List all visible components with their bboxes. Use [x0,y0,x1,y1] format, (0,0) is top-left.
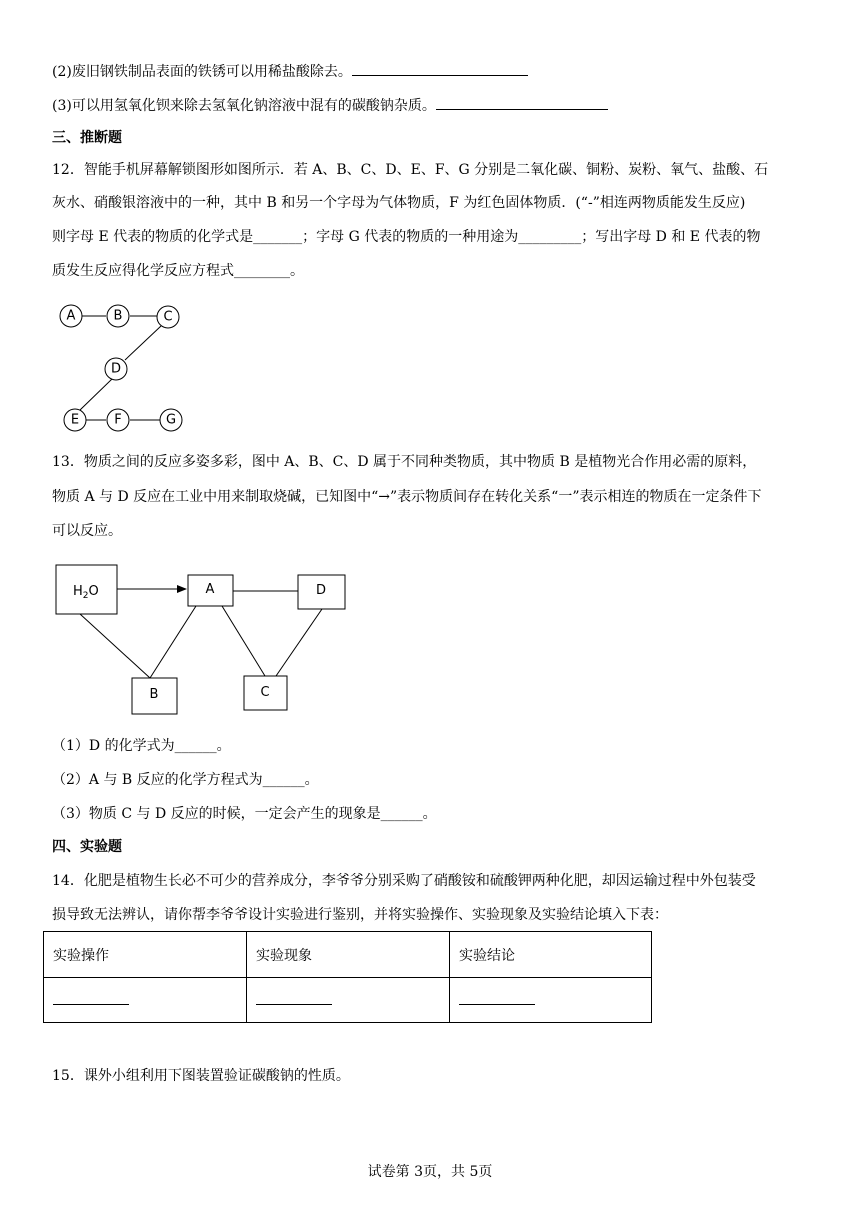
question-13-sub-3: （3）物质 C 与 D 反应的时候，一定会产生的现象是______。 [52,806,437,822]
answer-blank [436,95,608,110]
box-d-label: D [315,583,327,598]
node-a: A [66,308,76,324]
reaction-relation-diagram [0,560,360,720]
question-12-line-2: 灰水、硝酸银溶液中的一种，其中 B 和另一个字母为气体物质，F 为红色固体物质．(“-”相连两物质能发生反应) [52,195,746,211]
answer-cell-conclusion [450,978,652,1023]
question-3-line [52,95,608,116]
question-2-text: (2)废旧钢铁制品表面的铁锈可以用稀盐酸除去。 [52,64,352,80]
page-footer: 试卷第 3页，共 5页 [367,1164,493,1180]
table-header-row [44,932,652,978]
answer-blank [459,992,535,1005]
node-d: D [110,361,122,377]
question-14-line-1: 14．化肥是植物生长必不可少的营养成分，李爷爷分别采购了硝酸铵和硫酸钾两种化肥，却因运输过程中外包装受 [52,873,756,889]
answer-blank [53,992,129,1005]
header-conclusion: 实验结论 [450,932,652,978]
node-c: C [163,309,173,325]
section-4-title: 四、实验题 [52,839,122,855]
question-15-line-1: 15．课外小组利用下图装置验证碳酸钠的性质。 [52,1068,350,1084]
node-g: G [165,412,177,428]
question-13-line-1: 13．物质之间的反应多姿多彩，图中 A、B、C、D 属于不同种类物质，其中物质 B 是植物光合作用必需的原料， [52,454,757,470]
question-13-sub-2: （2）A 与 B 反应的化学方程式为______。 [52,772,319,788]
experiment-table [43,931,652,1023]
answer-cell-operation [44,978,247,1023]
node-e: E [70,412,80,428]
unlock-pattern-diagram [50,300,200,435]
question-13-line-3: 可以反应。 [52,523,122,539]
question-3-text: (3)可以用氢氧化钡来除去氢氧化钠溶液中混有的碳酸钠杂质。 [52,98,436,114]
table-row [44,978,652,1023]
header-phenomenon: 实验现象 [247,932,450,978]
h2o-label: $H_2O$ [73,584,99,601]
node-b: B [113,308,123,324]
answer-blank [352,61,528,76]
answer-blank [256,992,332,1005]
answer-cell-phenomenon [247,978,450,1023]
box-b-label: B [149,687,159,702]
node-f: F [114,412,122,428]
section-3-title: 三、推断题 [52,130,122,146]
question-12-line-1: 12．智能手机屏幕解锁图形如图所示．若 A、B、C、D、E、F、G 分别是二氧化碳、铜粉、炭粉、氧气、盐酸、石 [52,162,769,178]
question-2-line [52,61,528,82]
question-14-line-2: 损导致无法辨认，请你帮李爷爷设计实验进行鉴别，并将实验操作、实验现象及实验结论填入下表： [52,907,668,923]
question-12-line-3: 则字母 E 代表的物质的化学式是_______；字母 G 代表的物质的一种用途为_________；写出字母 D 和 E 代表的物 [52,229,761,245]
question-13-line-2: 物质 A 与 D 反应在工业中用来制取烧碱，已知图中“→”表示物质间存在转化关系“一”表示相连的物质在一定条件下 [52,489,762,505]
box-c-label: C [260,685,270,700]
question-12-line-4: 质发生反应得化学反应方程式________。 [52,263,304,279]
box-a-label: A [205,582,215,597]
question-13-sub-1: （1）D 的化学式为______。 [52,738,231,754]
header-operation: 实验操作 [44,932,247,978]
